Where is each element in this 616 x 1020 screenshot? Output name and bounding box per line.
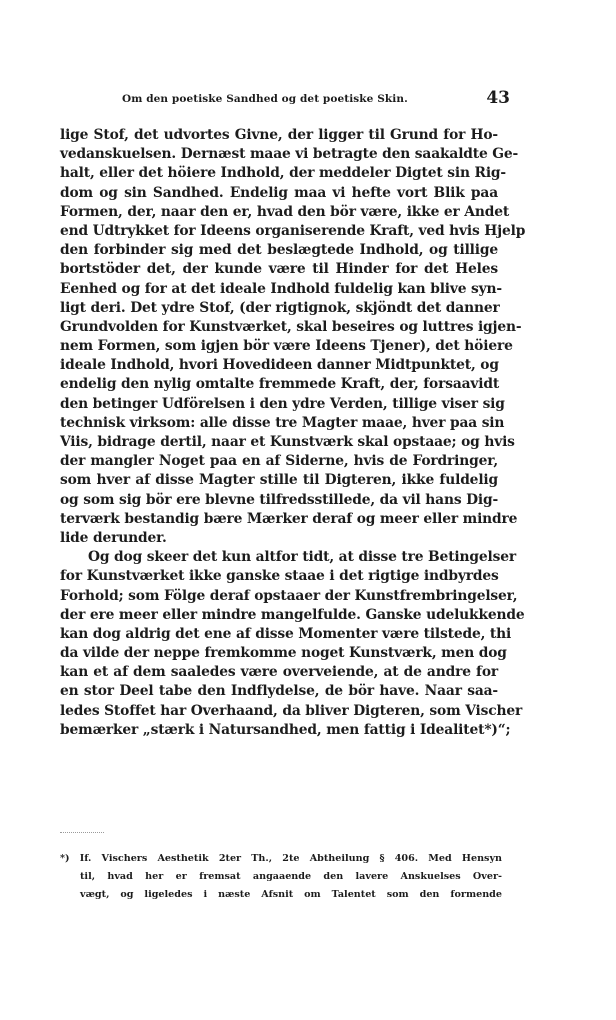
- text-line: technisk virksom: alle disse tre Magter maae, hver paa sin: [60, 414, 505, 431]
- text-line: lige Stof, det udvortes Givne, der ligger til Grund for Ho-: [60, 127, 498, 143]
- text-line: dom og sin Sandhed. Endelig maa vi hefte vort Blik paa: [60, 184, 498, 201]
- text-line: Viis, bidrage dertil, naar et Kunstværk skal opstaae; og hvis: [60, 434, 515, 450]
- text-line: nem Formen, som igjen bör være Ideens Tjener), det höiere: [60, 338, 513, 355]
- footnote-line: til, hvad her er fremsat angaaende den lavere Anskuelses Over-: [80, 871, 502, 882]
- text-line: og som sig bör ere blevne tilfredsstillede, da vil hans Dig-: [60, 491, 499, 508]
- text-line: som hver af disse Magter stille til Digteren, ikke fuldelig: [60, 472, 498, 489]
- text-line: en stor Deel tabe den Indflydelse, de bör have. Naar saa-: [60, 683, 498, 700]
- text-line: ledes Stoffet har Overhaand, da bliver Digteren, som Vischer: [60, 702, 523, 719]
- text-line: den betinger Udförelsen i den ydre Verden, tillige viser sig: [60, 395, 505, 412]
- text-line: bemærker „stærk i Natursandhed, men fattig i Idealitet*)“;: [60, 721, 511, 738]
- text-line: Eenhed og for at det ideale Indhold fuldelig kan blive syn-: [60, 280, 502, 297]
- text-line: vedanskuelsen. Dernæst maae vi betragte den saakaldte Ge-: [60, 146, 519, 163]
- page-number: 43: [486, 88, 510, 108]
- page-header: [60, 88, 510, 112]
- footnote-line: *) If. Vischers Aesthetik 2ter Th., 2te Abtheilung § 406. Med Hensyn: [60, 853, 502, 864]
- running-title: Om den poetiske Sandhed og det poetiske Skin.: [122, 93, 408, 105]
- text-line: bortstöder det, der kunde være til Hinder for det Heles: [60, 261, 498, 278]
- footnote-line: vægt, og ligeledes i næste Afsnit om Talentet som den formende: [80, 889, 502, 900]
- paragraph-end-line: lide derunder.: [60, 529, 167, 546]
- text-line: ligt deri. Det ydre Stof, (der rigtignok, skjöndt det danner: [60, 299, 500, 316]
- text-line: Forhold; som Fölge deraf opstaaer der Kunstfrembringelser,: [60, 587, 518, 604]
- footnotes: [60, 850, 502, 904]
- text-line: halt, eller det höiere Indhold, der meddeler Digtet sin Rig-: [60, 165, 507, 182]
- text-line: den forbinder sig med det beslægtede Indhold, og tillige: [60, 242, 498, 259]
- text-line: kan et af dem saaledes være overveiende, at de andre for: [60, 664, 498, 681]
- text-line: kan dog aldrig det ene af disse Momenter være tilstede, thi: [60, 625, 512, 642]
- body-text: [60, 126, 526, 740]
- text-line: da vilde der neppe fremkomme noget Kunstværk, men dog: [60, 645, 507, 662]
- paragraph-start-line: Og dog skeer det kun altfor tidt, at disse tre Betingelser: [88, 549, 516, 566]
- text-line: der ere meer eller mindre mangelfulde. Ganske udelukkende: [60, 606, 525, 623]
- text-line: end Udtrykket for Ideens organiserende Kraft, ved hvis Hjelp: [60, 222, 526, 239]
- text-line: der mangler Noget paa en af Siderne, hvis de Fordringer,: [60, 453, 498, 470]
- text-line: Grundvolden for Kunstværket, skal beseires og luttres igjen-: [60, 318, 522, 335]
- text-line: endelig den nylig omtalte fremmede Kraft, der, forsaavidt: [60, 376, 500, 393]
- text-line: ideale Indhold, hvori Hovedideen danner Midtpunktet, og: [60, 357, 499, 374]
- text-line: for Kunstværket ikke ganske staae i det rigtige indbyrdes: [60, 568, 499, 585]
- text-line: terværk bestandig bære Mærker deraf og meer eller mindre: [60, 510, 518, 527]
- footnote-divider: [60, 832, 104, 833]
- text-line: Formen, der, naar den er, hvad den bör være, ikke er Andet: [60, 203, 510, 220]
